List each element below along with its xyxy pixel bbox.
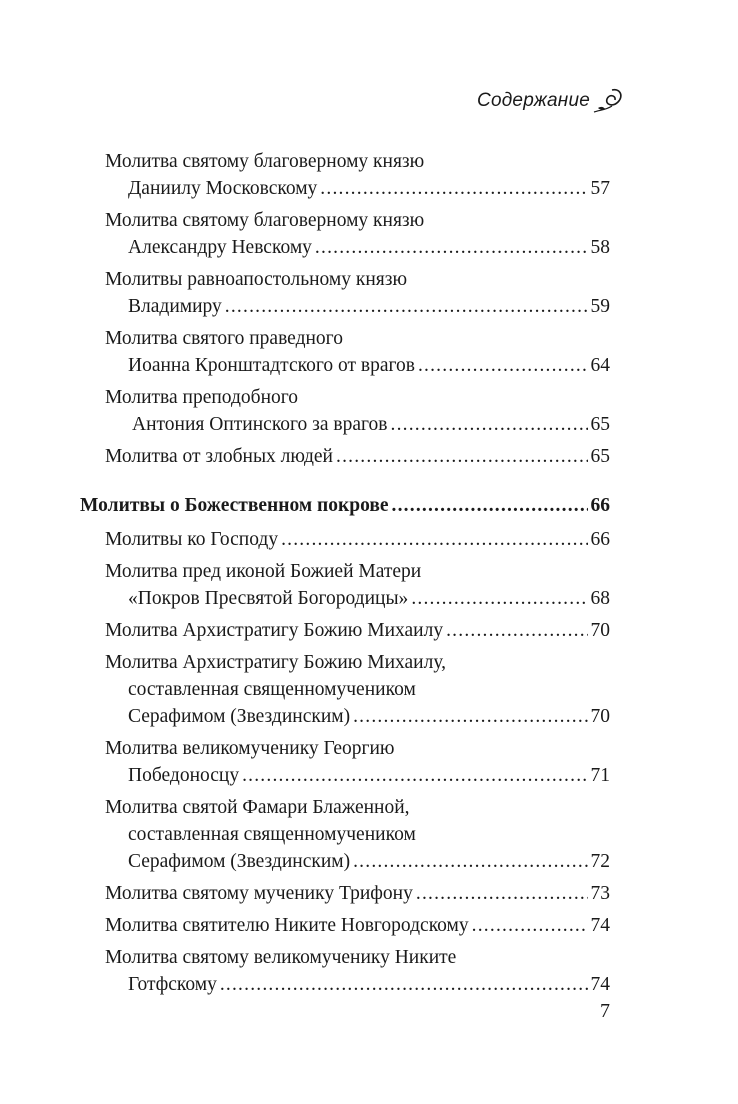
toc-entry-text: Молитва Архистратигу Божию Михаилу, <box>105 652 447 673</box>
toc-entry[interactable] <box>105 735 610 789</box>
toc-page-number: 57 <box>590 178 610 199</box>
toc-page-number: 66 <box>590 495 610 516</box>
dot-leader <box>320 175 587 202</box>
dot-leader <box>418 352 588 379</box>
dot-leader <box>446 617 587 644</box>
toc-entry-text: Молитвы равноапостольному князю <box>105 269 408 290</box>
toc-entry[interactable] <box>105 944 610 998</box>
toc-entry-text: составленная священномучеником <box>128 824 416 845</box>
toc-entry-text: Молитва пред иконой Божией Матери <box>105 561 422 582</box>
toc-page-number: 65 <box>590 446 610 467</box>
dot-leader <box>416 880 588 907</box>
flourish-ornament-icon <box>592 86 626 116</box>
toc-entry-text: Молитва святителю Никите Новгородскому <box>105 915 469 936</box>
dot-leader <box>353 703 587 730</box>
toc-entry[interactable] <box>105 912 610 939</box>
toc-page-number: 59 <box>590 296 610 317</box>
toc-entry-text: Молитва преподобного <box>105 387 299 408</box>
toc-entry-text: Молитва от злобных людей <box>105 446 333 467</box>
dot-leader <box>220 971 588 998</box>
toc-entry[interactable] <box>105 325 610 379</box>
table-of-contents <box>80 148 610 1003</box>
toc-entry[interactable] <box>105 384 610 438</box>
toc-page-number: 58 <box>590 237 610 258</box>
toc-page-number: 70 <box>590 620 610 641</box>
toc-entry-text: Готфскому <box>128 974 217 995</box>
dot-leader <box>336 443 588 470</box>
toc-page-number: 73 <box>590 883 610 904</box>
toc-entry[interactable] <box>105 266 610 320</box>
page-number: 7 <box>600 1000 610 1022</box>
toc-entry-text: Молитва святому благоверному князю <box>105 210 425 231</box>
toc-page-number: 70 <box>590 706 610 727</box>
toc-entry[interactable] <box>105 207 610 261</box>
dot-leader <box>242 762 587 789</box>
toc-entry-text: Молитвы о Божественном покрове <box>80 495 389 516</box>
dot-leader <box>353 848 587 875</box>
toc-entry-text: составленная священномучеником <box>128 679 416 700</box>
toc-entry-text: Молитва великомученику Георгию <box>105 738 395 759</box>
toc-entry-text: Молитва святому мученику Трифону <box>105 883 413 904</box>
toc-entry[interactable] <box>105 443 610 470</box>
toc-entry-text: Молитва Архистратигу Божию Михаилу <box>105 620 444 641</box>
toc-entry-text: Иоанна Кронштадтского от врагов <box>128 355 415 376</box>
toc-entry-text: Молитва святого праведного <box>105 328 343 349</box>
toc-entry-text: «Покров Пресвятой Богородицы» <box>128 588 409 609</box>
toc-page-number: 68 <box>590 588 610 609</box>
toc-entry[interactable] <box>105 148 610 202</box>
toc-entry-text: Серафимом (Звездинским) <box>128 706 351 727</box>
dot-leader <box>391 411 588 438</box>
dot-leader <box>281 526 587 553</box>
toc-entry[interactable] <box>105 526 610 553</box>
running-title: Содержание <box>477 90 590 111</box>
toc-section-heading[interactable] <box>80 492 610 519</box>
toc-entry-text: Молитвы ко Господу <box>105 529 279 550</box>
dot-leader <box>472 912 588 939</box>
toc-page-number: 71 <box>590 765 610 786</box>
running-head <box>477 86 626 116</box>
toc-entry-text: Победоносцу <box>128 765 240 786</box>
dot-leader <box>392 492 588 519</box>
toc-page-number: 66 <box>590 529 610 550</box>
toc-entry-text: Даниилу Московскому <box>128 178 318 199</box>
toc-entry-text: Молитва святому великомученику Никите <box>105 947 457 968</box>
toc-entry-text: Александру Невскому <box>128 237 312 258</box>
toc-page-number: 74 <box>590 915 610 936</box>
toc-entry-text: Антония Оптинского за врагов <box>132 414 388 435</box>
toc-entry[interactable] <box>105 649 610 730</box>
toc-entry[interactable] <box>105 880 610 907</box>
toc-page-number: 65 <box>590 414 610 435</box>
toc-entry-text: Молитва святой Фамари Блаженной, <box>105 797 410 818</box>
dot-leader <box>315 234 588 261</box>
toc-entry[interactable] <box>105 558 610 612</box>
dot-leader <box>225 293 588 320</box>
dot-leader <box>411 585 587 612</box>
toc-entry[interactable] <box>105 794 610 875</box>
toc-page-number: 72 <box>590 851 610 872</box>
toc-entry-text: Молитва святому благоверному князю <box>105 151 425 172</box>
toc-entry[interactable] <box>105 617 610 644</box>
toc-entry-text: Владимиру <box>128 296 222 317</box>
toc-page-number: 64 <box>590 355 610 376</box>
toc-page-number: 74 <box>590 974 610 995</box>
toc-entry-text: Серафимом (Звездинским) <box>128 851 351 872</box>
